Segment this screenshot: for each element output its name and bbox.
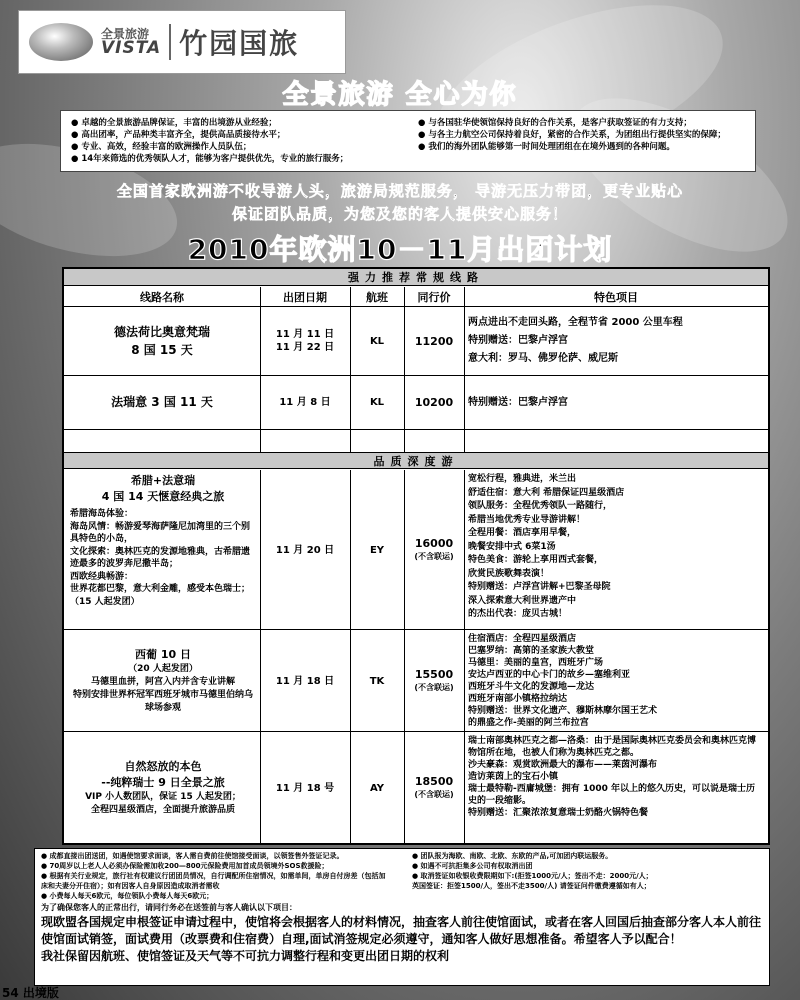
plan-title: 2010年欧洲10－11月出团计划 xyxy=(187,233,613,266)
row-divider xyxy=(64,306,768,307)
price-cell xyxy=(406,473,462,627)
features-left xyxy=(71,117,398,165)
logo-text xyxy=(101,28,161,57)
tagline: 保证团队品质，为您及您的客人提供安心服务！ xyxy=(231,205,568,223)
slogan: 全景旅游 全心为你 xyxy=(282,80,518,110)
row-divider xyxy=(64,429,768,430)
page-number: 54 出境版 xyxy=(2,986,59,1000)
feature-text: 瑞士南部奥林匹克之都—洛桑：由于是国际奥林匹克委员会和奥林匹克博物馆所在地，也被人们称为奥林匹克之都。 沙夫豪森：观赏欧洲最大的瀑布——莱茵河瀑布 造访莱茵上的宝石小镇 瑞士最特勒-西庸城堡：拥有 1000 年以上的悠久历史，可以说是瑞士历史的一段缩影。 特别赠送：汇聚浓浓复意瑞士奶酪火锅特色餐 xyxy=(468,736,757,818)
route-name xyxy=(70,633,256,729)
notes-left xyxy=(41,851,392,901)
price-note: (不含联运) xyxy=(414,552,454,561)
price: 11200 xyxy=(414,334,454,348)
note-item: ● 团队报为海欧、南欧、北欧、东欧的产品,可加团内联运服务。 xyxy=(412,852,613,860)
route-title: 西葡 10 日 xyxy=(135,648,191,661)
row-divider xyxy=(64,731,768,732)
departure-date: 11 月 18 号 xyxy=(275,782,335,794)
note-item: ● 小费每人每天6欧元，每位领队小费每人每天6欧元； xyxy=(41,892,214,900)
route-title: 希腊+法意瑞 4 国 14 天惬意经典之旅 xyxy=(101,474,225,503)
features-box xyxy=(60,110,756,172)
row-divider xyxy=(64,629,768,630)
notes-right xyxy=(412,851,763,901)
col-header-flight: 航班 xyxy=(366,291,388,304)
flight-code: TK xyxy=(369,675,385,687)
price: 18500 xyxy=(414,775,454,788)
route-subtitle: 希腊海岛体验： 海岛风情：畅游爱琴海萨隆尼加湾里的三个别具特色的小岛， 文化探索：奥林匹克的发源地雅典，古希腊遗迹最多的波罗奔尼撒半岛； 西欧经典畅游： 世界花都巴黎，意大利金雕，感受本色瑞士；（15 人起发团） xyxy=(70,509,251,607)
feature-item: ● 与各主力航空公司保持着良好，紧密的合作关系，为团组出行提供坚实的保障； xyxy=(418,130,726,140)
section-header-regular: 强力推荐常规线路 xyxy=(64,269,768,286)
feature-item: ● 高出团率，产品种类丰富齐全，提供高品质接待水平； xyxy=(71,130,286,140)
feature-item: ● 14年来筛选的优秀领队人才，能够为客户提供优先，专业的旅行服务； xyxy=(71,154,349,164)
feature-text: 特别赠送：巴黎卢浮宫 xyxy=(468,396,568,408)
col-header-price: 同行价 xyxy=(417,291,451,304)
col-divider xyxy=(260,470,261,844)
logo-cn: 全景旅游 xyxy=(101,26,150,41)
notes-box xyxy=(34,848,770,986)
feature-item: ● 与各国驻华使领馆保持良好的合作关系，是客户获取签证的有力支持； xyxy=(418,118,692,128)
section-header-quality: 品质深度游 xyxy=(64,452,768,469)
globe-icon xyxy=(29,23,93,61)
route-name xyxy=(70,473,256,627)
col-divider xyxy=(464,470,465,844)
note-item: ● 根据有关行业规定，旅行社有权建议行团团员情况，自行调配所住宿情况，如需单间，单房自付房差（包括加床和夫妻分开住宿）；如有因客人自身原因造成取消者需收 xyxy=(41,872,386,890)
features-right xyxy=(418,117,745,165)
rights-notice: 我社保留因航班、使馆签证及天气等不可抗力调整行程和变更出团日期的权利 xyxy=(41,949,450,963)
route-subtitle: （20 人起发团） 马德里血拼，阿宫入内并含专业讲解 特别安排世界杯冠军西班牙城市马德里伯纳乌球场参观 xyxy=(72,664,253,713)
logo-divider xyxy=(169,24,171,60)
col-header-features: 特色项目 xyxy=(594,291,638,304)
route-title: 德法荷比奥意梵瑞 xyxy=(113,325,210,339)
note-item: ● 成都直接出团送团，如遇使馆要求面谈，客人需自费前往使馆接受面谈，以领签售外签证记录。 xyxy=(41,852,344,860)
departure-date: 11 月 18 日 xyxy=(275,675,335,687)
flight-code: EY xyxy=(369,544,385,556)
logo-brand: 竹园国旅 xyxy=(179,27,300,60)
departure-date: 11 月 20 日 xyxy=(275,544,335,556)
price: 16000 xyxy=(414,537,454,550)
feature-item: ● 专业、高效，经验丰富的欧洲操作人员队伍； xyxy=(71,142,252,152)
flight-code: KL xyxy=(369,335,385,347)
col-divider xyxy=(404,287,405,452)
col-divider xyxy=(350,287,351,452)
col-divider xyxy=(464,287,465,452)
tour-table xyxy=(62,267,770,845)
note-item: ● 如遇不可抗拒集多公司有权取消出团 xyxy=(412,862,533,870)
row-divider xyxy=(64,375,768,376)
feature-item: ● 我们的海外团队能够第一时间处理团组在在境外遇到的各种问题。 xyxy=(418,142,675,152)
price-note: (不含联运) xyxy=(414,790,454,799)
col-divider xyxy=(350,470,351,844)
price-note: (不含联运) xyxy=(414,683,454,692)
route-name xyxy=(68,309,256,373)
notes-tip: 为了确保您客人的正常出行，请同行务必在送签前与客人确认以下项目： xyxy=(41,903,297,912)
route-name: 法瑞意 3 国 11 天 xyxy=(111,394,213,409)
logo-en: VISTA xyxy=(101,37,162,58)
col-divider xyxy=(260,287,261,452)
route-subtitle: VIP 小人数团队，保证 15 人起发团； 全程四星级酒店，全面提升旅游品质 xyxy=(85,792,241,815)
tagline: 全国首家欧洲游不收导游人头，旅游局规范服务， 导游无压力带团，更专业贴心 xyxy=(116,182,684,200)
note-item: ● 取消签证如收银收费限期如下:(拒签1000元/人；签出不走：2000元/人； 英国签证：拒签1500/人，签出不走3500/人) 请签证问件缴费遵循如有人； xyxy=(412,872,653,890)
feature-item: ● 卓越的全景旅游品牌保证，丰富的出境游从业经验； xyxy=(71,118,277,128)
notes-columns xyxy=(41,851,763,901)
route-title: 自然怒放的本色 --纯粹瑞士 9 日全景之旅 xyxy=(101,760,225,789)
flight-code: AY xyxy=(369,782,385,794)
feature-text: 住宿酒店：全程四星级酒店 巴塞罗纳：高第的圣家族大教堂 马德里：美丽的皇宫，西班牙广场 安达卢西亚的中心卡门的故乡—塞维利亚 西班牙斗牛文化的发源地—龙达 西班牙南部小镇格拉纳达 特别赠送：世界文化遗产、穆斯林摩尔国王艺术 的鼎盛之作-美丽的阿兰布拉宫 xyxy=(468,634,658,728)
feature-text: 两点进出不走回头路，全程节省 2000 公里车程 特别赠送：巴黎卢浮宫 意大利：罗马、佛罗伦萨、威尼斯 xyxy=(468,317,683,364)
route-subtitle: 8 国 15 天 xyxy=(131,343,193,357)
price-cell xyxy=(406,633,462,729)
col-divider xyxy=(404,470,405,844)
col-header-route: 线路名称 xyxy=(140,291,184,304)
visa-notice: 现欧盟各国规定申根签证申请过程中，使馆将会根据客人的材料情况，抽查客人前往使馆面试，或者在客人回国后抽查部分客人本人前往使馆面试销签，面试费用（改票费和住宿费）自理,面试消签规定必须遵守，通知客人做好思想准备。希望客人予以配合！ xyxy=(41,915,762,946)
company-logo xyxy=(18,10,346,74)
price: 15500 xyxy=(414,668,454,681)
col-header-date: 出团日期 xyxy=(283,291,327,304)
note-item: ● 70周岁以上老人人必须办保险需加收200—800元保险费用加首成员领境外SOS救援险； xyxy=(41,862,329,870)
departure-date: 11 月 8 日 xyxy=(279,396,331,408)
price-cell xyxy=(406,735,462,841)
flight-code: KL xyxy=(369,396,385,408)
feature-text: 宽松行程，雅典进，米兰出 舒适住宿：意大利 希腊保证四星级酒店 领队服务：全程优秀领队一路随行， 希腊当地优秀专业导游讲解！ 全程用餐：酒店享用早餐， 晚餐安排中式 6菜1汤 特色美食：游轮上享用西式套餐， 欣赏民族歌舞表演！ 特别赠送：卢浮宫讲解+巴黎圣母院 深入探索意大利世界遗产中 的杰出代表：庞贝古城！ xyxy=(468,474,625,619)
route-name xyxy=(70,735,256,841)
departure-date: 11 月 11 日 11 月 22 日 xyxy=(275,329,335,353)
price: 10200 xyxy=(414,395,454,409)
